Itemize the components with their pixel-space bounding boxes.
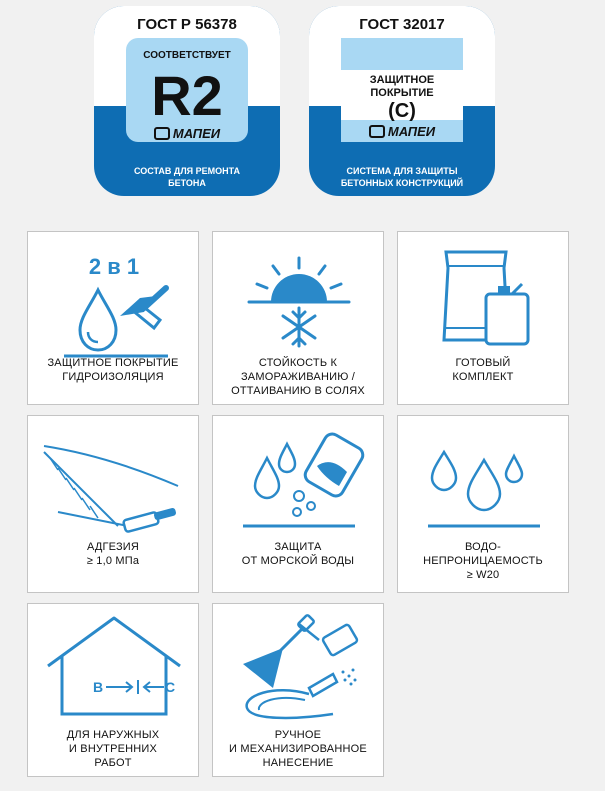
badge-footer-line: БЕТОНА xyxy=(168,178,206,188)
feature-caption xyxy=(213,728,383,770)
caption-line: ≥ 1,0 МПа xyxy=(86,555,140,567)
feature-caption xyxy=(398,540,568,582)
badge-footer xyxy=(94,165,280,189)
mapei-logo-text: МАПЕИ xyxy=(172,126,221,141)
badge-gost-title: ГОСТ Р 56378 xyxy=(137,16,237,33)
feature-caption xyxy=(213,540,383,568)
feature-caption xyxy=(398,356,568,384)
badge-footer xyxy=(309,165,495,189)
caption-line: РУЧНОЕ xyxy=(274,729,322,741)
caption-line: НЕПРОНИЦАЕМОСТЬ xyxy=(423,555,543,567)
caption-line: ЗАЩИТНОЕ ПОКРЫТИЕ xyxy=(47,357,179,369)
badge-line: ПОКРЫТИЕ xyxy=(370,87,434,99)
mapei-logo xyxy=(126,126,248,141)
badge-conform-text: СООТВЕТСТВУЕТ xyxy=(143,50,231,61)
mapei-logo xyxy=(341,124,463,139)
feature-caption xyxy=(28,356,198,384)
gost-badge-c xyxy=(309,6,495,196)
badge-gost-title: ГОСТ 32017 xyxy=(359,16,445,33)
badge-footer-line: СОСТАВ ДЛЯ РЕМОНТА xyxy=(133,166,241,176)
badge-class: (С) xyxy=(388,100,416,122)
caption-line: КОМПЛЕКТ xyxy=(452,371,514,383)
inside-label: В xyxy=(92,679,104,695)
mapei-logo-text: МАПЕИ xyxy=(387,124,436,139)
mapei-logo-icon xyxy=(369,125,385,138)
caption-line: ЗАЩИТА xyxy=(274,541,322,553)
caption-line: ВОДО- xyxy=(465,541,501,553)
gost-badge-r2 xyxy=(94,6,280,196)
caption-line: НАНЕСЕНИЕ xyxy=(262,757,334,769)
badge-class: R2 xyxy=(151,64,223,127)
badge-footer-line: СИСТЕМА ДЛЯ ЗАЩИТЫ xyxy=(346,166,458,176)
outside-label: С xyxy=(164,679,176,695)
feature-tile-seawater xyxy=(212,415,384,593)
feature-tile-coating xyxy=(27,231,199,405)
mapei-logo-icon xyxy=(154,127,170,140)
caption-line: И ВНУТРЕННИХ xyxy=(68,743,158,755)
feature-tile-kit xyxy=(397,231,569,405)
feature-caption xyxy=(28,728,198,770)
caption-line: ДЛЯ НАРУЖНЫХ xyxy=(66,729,160,741)
caption-line: ОТ МОРСКОЙ ВОДЫ xyxy=(241,555,355,567)
feature-tile-application xyxy=(212,603,384,777)
caption-line: АДГЕЗИЯ xyxy=(86,541,140,553)
caption-line: ГИДРОИЗОЛЯЦИЯ xyxy=(62,371,164,383)
feature-caption xyxy=(28,540,198,568)
feature-caption xyxy=(213,356,383,398)
caption-line: ≥ W20 xyxy=(466,569,500,581)
badge-line: ЗАЩИТНОЕ xyxy=(369,74,435,86)
feature-tile-waterproof xyxy=(397,415,569,593)
badge-footer-line: БЕТОННЫХ КОНСТРУКЦИЙ xyxy=(340,178,464,188)
badge-coating-text xyxy=(341,74,463,100)
caption-line: РАБОТ xyxy=(94,757,132,769)
badge-inner-panel xyxy=(341,38,463,142)
caption-line: ОТТАИВАНИЮ В СОЛЯХ xyxy=(231,385,365,397)
feature-tile-adhesion xyxy=(27,415,199,593)
feature-tile-inout xyxy=(27,603,199,777)
badge-inner-panel xyxy=(126,38,248,142)
feature-tile-frost xyxy=(212,231,384,405)
badge-band xyxy=(341,38,463,70)
caption-line: ГОТОВЫЙ xyxy=(455,357,511,369)
caption-line: И МЕХАНИЗИРОВАННОЕ xyxy=(229,743,367,755)
two-in-one-badge: 2 в 1 xyxy=(88,254,140,279)
caption-line: СТОЙКОСТЬ К xyxy=(258,357,338,369)
caption-line: ЗАМОРАЖИВАНИЮ / xyxy=(240,371,356,383)
